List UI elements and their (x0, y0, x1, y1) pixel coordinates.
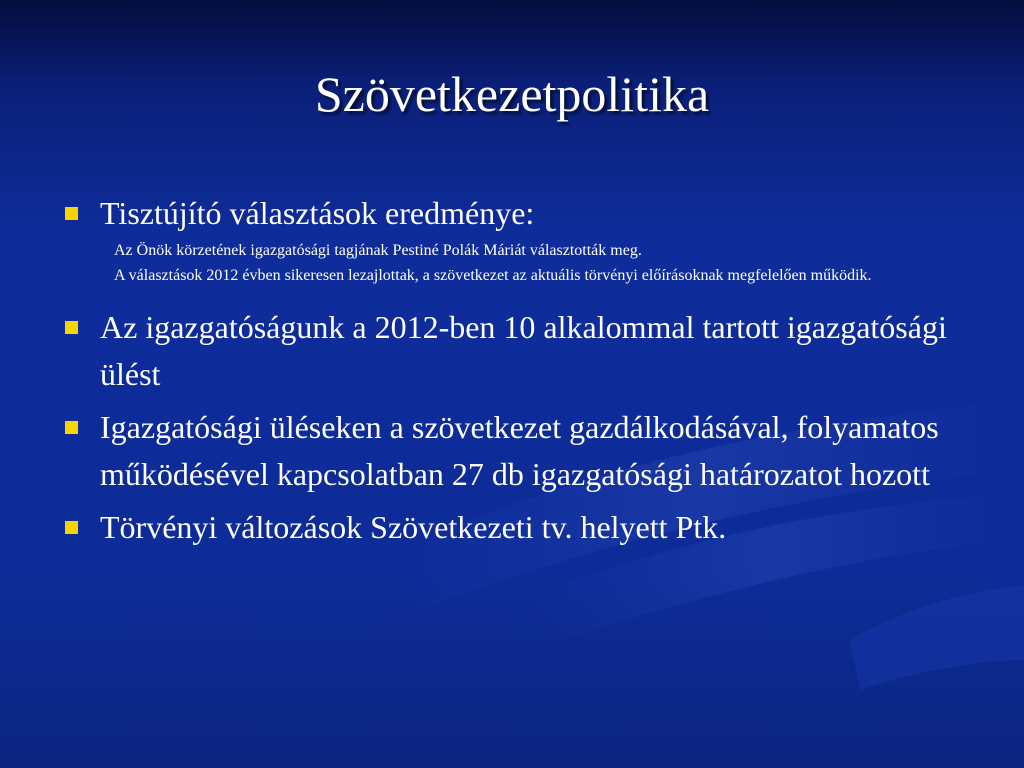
bullet-text: Igazgatósági üléseken a szövetkezet gazdálkodásával, folyamatos működésével kapcsolatban 27 db igazgatósági határozatot hozott (100, 409, 939, 492)
sub-list (60, 238, 960, 288)
bullet-text: Tisztújító választások eredménye: (100, 195, 535, 231)
bullet-item (60, 404, 960, 498)
bullet-text: Törvényi változások Szövetkezeti tv. helyett Ptk. (100, 509, 727, 545)
bullet-list (60, 190, 960, 551)
square-bullet-icon (65, 207, 78, 220)
bullet-text: Az igazgatóságunk a 2012-ben 10 alkalommal tartott igazgatósági ülést (100, 309, 947, 392)
square-bullet-icon (65, 421, 78, 434)
slide-title: Szövetkezetpolitika (314, 66, 710, 122)
square-bullet-icon (65, 521, 78, 534)
bullet-item (60, 504, 960, 551)
sub-item: Az Önök körzetének igazgatósági tagjának Pestiné Polák Máriát választották meg. (114, 242, 642, 259)
square-bullet-icon (65, 321, 78, 334)
sub-item: A választások 2012 évben sikeresen lezajlottak, a szövetkezet az aktuális törvényi előírásoknak megfelelően működik. (114, 267, 872, 284)
bullet-item (60, 190, 960, 237)
bullet-item (60, 304, 960, 398)
